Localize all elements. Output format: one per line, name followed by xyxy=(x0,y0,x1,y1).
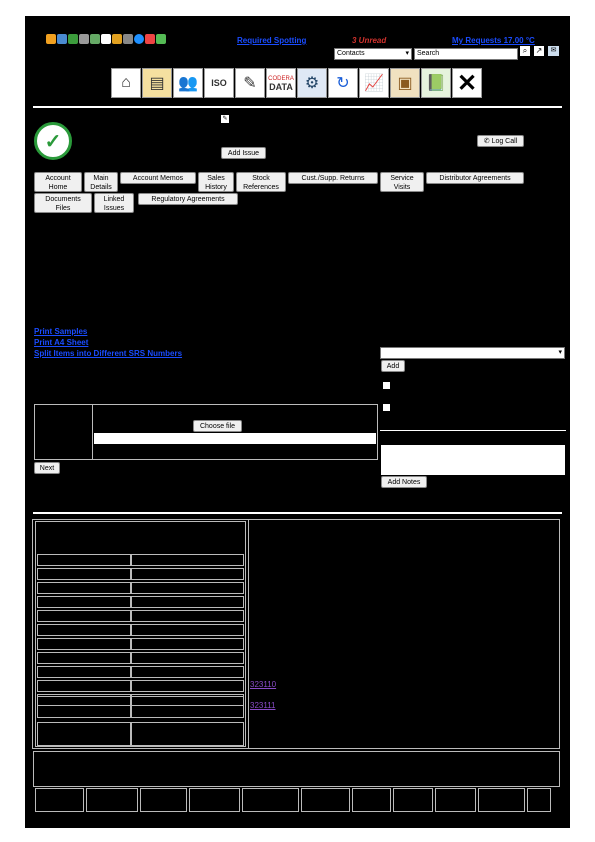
tab-account-memos[interactable] xyxy=(120,172,196,184)
right-divider xyxy=(380,430,566,431)
square-icon[interactable] xyxy=(101,34,111,44)
split-items-link[interactable]: Split Items into Different SRS Numbers xyxy=(34,349,183,358)
footer-cell xyxy=(352,788,391,812)
tab-label: Account Memos xyxy=(132,175,184,182)
chevron-down-icon: ▾ xyxy=(558,349,562,356)
table-cell xyxy=(37,680,131,692)
table-cell xyxy=(131,624,244,636)
issue-link-323111[interactable]: 323111 xyxy=(250,701,276,710)
table-cell xyxy=(37,596,131,608)
phone-icon: ✆ xyxy=(483,138,490,145)
tab-label: Cust./Supp. Returns xyxy=(301,175,365,182)
table-cell xyxy=(37,652,131,664)
table-cell xyxy=(37,722,131,746)
checkbox-2[interactable] xyxy=(383,404,390,411)
tab-account-home[interactable] xyxy=(34,172,82,192)
table-cell xyxy=(131,582,244,594)
users-icon[interactable]: 👥 xyxy=(173,68,203,98)
upload-divider xyxy=(92,405,93,459)
search-placeholder: Search xyxy=(417,50,440,57)
table-cell xyxy=(37,696,131,718)
tab-label: Stock References xyxy=(243,175,279,191)
search-icon[interactable]: ⌕ xyxy=(520,46,530,56)
alert-icon[interactable] xyxy=(145,34,155,44)
info-icon[interactable] xyxy=(134,34,144,44)
next-button[interactable]: Next xyxy=(34,462,60,474)
gears-icon[interactable]: ⚙ xyxy=(297,68,327,98)
box-icon[interactable]: ▣ xyxy=(390,68,420,98)
add-notes-button[interactable]: Add Notes xyxy=(381,476,427,488)
table-cell xyxy=(131,554,244,566)
choose-file-button[interactable]: Choose file xyxy=(193,420,242,432)
codera-data-icon[interactable] xyxy=(266,68,296,98)
divider-top xyxy=(33,106,562,108)
quick-icons-bar xyxy=(46,34,167,46)
table-cell xyxy=(37,568,131,580)
tools-icon[interactable] xyxy=(112,34,122,44)
log-call-label: Log Call xyxy=(491,138,518,145)
add-issue-button[interactable]: Add Issue xyxy=(221,147,266,159)
tab-service-visits[interactable] xyxy=(380,172,424,192)
table-cell xyxy=(37,638,131,650)
table-cell xyxy=(37,666,131,678)
table-cell xyxy=(131,652,244,664)
print-a4-sheet-link[interactable]: Print A4 Sheet xyxy=(34,338,89,347)
tab-documents-files[interactable] xyxy=(34,193,92,213)
tab-label: Documents Files xyxy=(45,196,81,212)
edit-pencil-icon[interactable]: ✎ xyxy=(222,116,228,122)
table-cell xyxy=(131,696,244,718)
close-x-icon[interactable]: ✕ xyxy=(452,68,482,98)
footer-cell xyxy=(35,788,84,812)
details-split xyxy=(248,520,249,748)
table-cell xyxy=(131,722,244,746)
add-button[interactable]: Add xyxy=(381,360,405,372)
table-cell xyxy=(37,582,131,594)
table-cell xyxy=(131,680,244,692)
tab-label: Distributor Agreements xyxy=(439,175,511,182)
footer-cell xyxy=(301,788,350,812)
table-cell xyxy=(37,624,131,636)
contacts-select[interactable] xyxy=(334,48,412,60)
grid-icon[interactable] xyxy=(79,34,89,44)
tab-main-details[interactable] xyxy=(84,172,118,192)
footer-cell xyxy=(478,788,525,812)
calc-icon[interactable] xyxy=(123,34,133,44)
tab-label: Sales History xyxy=(205,175,227,191)
footer-cell xyxy=(527,788,551,812)
upload-box xyxy=(34,404,378,460)
tab-regulatory-agreements[interactable] xyxy=(138,193,238,205)
iso-label: ISO xyxy=(211,78,227,88)
unread-count[interactable]: 3 Unread xyxy=(352,36,387,45)
tab-label: Main Details xyxy=(90,175,112,191)
mail-icon[interactable]: ✉ xyxy=(548,46,559,56)
footer-cell xyxy=(86,788,138,812)
chart-icon[interactable]: 📈 xyxy=(359,68,389,98)
table-cell xyxy=(37,610,131,622)
people-icon[interactable] xyxy=(68,34,78,44)
notes-textarea[interactable] xyxy=(381,445,565,475)
star-icon[interactable] xyxy=(46,34,56,44)
table-cell xyxy=(131,610,244,622)
tab-cust-supp-returns[interactable] xyxy=(288,172,378,184)
tab-stock-references[interactable] xyxy=(236,172,286,192)
book-icon[interactable]: 📗 xyxy=(421,68,451,98)
file-name-field[interactable] xyxy=(94,433,376,444)
codera-label: CODERA xyxy=(268,76,294,82)
external-link-icon[interactable]: ↗ xyxy=(535,46,543,55)
divider-bottom xyxy=(33,512,562,514)
tab-label: Linked Issues xyxy=(103,196,125,212)
chevron-down-icon: ▾ xyxy=(405,50,409,57)
issue-link-323110[interactable]: 323110 xyxy=(250,680,277,689)
check-icon[interactable] xyxy=(156,34,166,44)
search-input[interactable] xyxy=(414,48,518,60)
tab-sales-history[interactable] xyxy=(198,172,234,192)
tab-label: Service Visits xyxy=(390,175,414,191)
footer-cell xyxy=(189,788,240,812)
log-call-button[interactable] xyxy=(477,135,524,147)
iso-icon[interactable] xyxy=(204,68,234,98)
footer-cell xyxy=(393,788,433,812)
right-panel-select[interactable] xyxy=(380,347,565,359)
footer-cell xyxy=(242,788,299,812)
tab-label: Account Home xyxy=(45,175,71,191)
required-spotting-link[interactable]: Required Spotting xyxy=(237,36,307,45)
table-cell xyxy=(131,596,244,608)
tab-label: Regulatory Agreements xyxy=(151,196,225,203)
pencil-icon[interactable]: ✎ xyxy=(235,68,265,98)
tab-linked-issues[interactable] xyxy=(94,193,134,213)
list-icon[interactable] xyxy=(90,34,100,44)
footer-cell xyxy=(435,788,476,812)
contacts-select-value: Contacts xyxy=(337,50,365,57)
table-cell xyxy=(131,638,244,650)
table-cell xyxy=(37,554,131,566)
data-label: DATA xyxy=(269,82,293,92)
home-icon[interactable]: ⌂ xyxy=(111,68,141,98)
table-cell xyxy=(131,666,244,678)
my-requests-link[interactable]: My Requests 17.00 °C xyxy=(452,36,535,45)
footer-panel xyxy=(33,751,560,787)
footer-cell xyxy=(140,788,187,812)
archive-icon[interactable]: ▤ xyxy=(142,68,172,98)
globe-icon[interactable] xyxy=(57,34,67,44)
refresh-icon[interactable]: ↻ xyxy=(328,68,358,98)
company-logo: ✓ xyxy=(34,122,72,160)
table-cell xyxy=(131,568,244,580)
print-samples-link[interactable]: Print Samples xyxy=(34,327,88,336)
tab-distributor-agreements[interactable] xyxy=(426,172,524,184)
checkbox-1[interactable] xyxy=(383,382,390,389)
